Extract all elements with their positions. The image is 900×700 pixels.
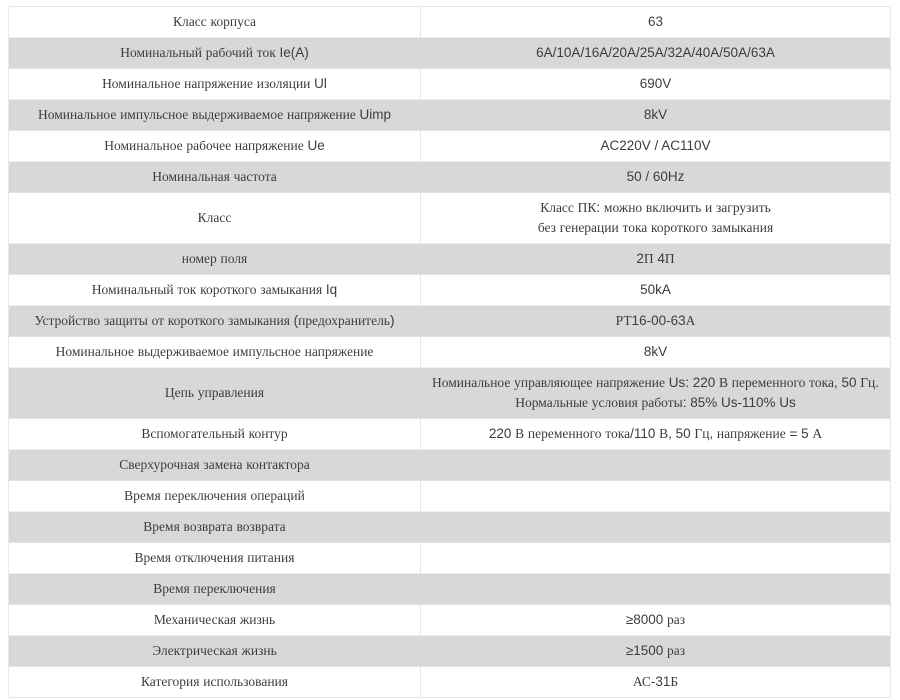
param-cell: Номинальная частота: [9, 162, 421, 193]
param-cell: Класс корпуса: [9, 7, 421, 38]
table-row: [9, 38, 890, 69]
table-row: [9, 512, 890, 543]
value-line: 8kV: [643, 344, 668, 359]
value-line: ≥1500 раз: [625, 643, 686, 658]
param-cell: номер поля: [9, 244, 421, 275]
value-line: 50kA: [640, 282, 671, 297]
value-line: 220 В переменного тока/110 В, 50 Гц, напряжение = 5 А: [488, 426, 823, 441]
table-row: [9, 193, 890, 244]
value-cell: [421, 244, 890, 275]
param-cell: Номинальный ток короткого замыкания Iq: [9, 275, 421, 306]
table-row: [9, 7, 890, 38]
value-line: 8kV: [643, 107, 668, 122]
param-cell: Номинальное напряжение изоляции Ul: [9, 69, 421, 100]
table-row: [9, 69, 890, 100]
table-row: [9, 636, 890, 667]
value-line: 63: [647, 14, 664, 29]
spec-table: [8, 6, 891, 698]
value-line: AC220V / AC110V: [600, 138, 711, 153]
value-line: 6A/10A/16A/20A/25A/32A/40A/50A/63A: [536, 45, 775, 60]
value-line: Номинальное управляющее напряжение Us: 220 В переменного тока, 50 Гц.: [431, 375, 880, 390]
param-cell: Время возврата возврата: [9, 512, 421, 543]
value-cell: [421, 368, 890, 419]
param-cell: Электрическая жизнь: [9, 636, 421, 667]
value-cell: [421, 574, 890, 605]
param-cell: Устройство защиты от короткого замыкания (предохранитель): [9, 306, 421, 337]
param-cell: Номинальное импульсное выдерживаемое напряжение Uimp: [9, 100, 421, 131]
param-cell: Номинальное выдерживаемое импульсное напряжение: [9, 337, 421, 368]
table-row: [9, 131, 890, 162]
value-cell: [421, 69, 890, 100]
table-row: [9, 162, 890, 193]
param-cell: Номинальное рабочее напряжение Ue: [9, 131, 421, 162]
value-line: без генерации тока короткого замыкания: [537, 220, 774, 235]
value-cell: [421, 100, 890, 131]
param-cell: Время переключения: [9, 574, 421, 605]
table-row: [9, 450, 890, 481]
param-cell: Класс: [9, 193, 421, 244]
value-line: Нормальные условия работы: 85% Us-110% Us: [515, 395, 796, 410]
value-cell: [421, 306, 890, 337]
table-row: [9, 574, 890, 605]
value-cell: [421, 512, 890, 543]
value-line: 50 / 60Hz: [626, 169, 685, 184]
table-row: [9, 244, 890, 275]
table-row: [9, 481, 890, 512]
value-cell: [421, 419, 890, 450]
value-cell: [421, 450, 890, 481]
table-row: [9, 605, 890, 636]
spec-table-container: [8, 6, 891, 698]
table-row: [9, 306, 890, 337]
value-line: 2П 4П: [636, 251, 675, 266]
param-cell: Время отключения питания: [9, 543, 421, 574]
value-line: 690V: [639, 76, 672, 91]
value-cell: [421, 667, 890, 697]
value-cell: [421, 7, 890, 38]
table-row: [9, 337, 890, 368]
value-cell: [421, 543, 890, 574]
value-cell: [421, 481, 890, 512]
param-cell: Цепь управления: [9, 368, 421, 419]
value-cell: [421, 131, 890, 162]
value-line: Класс ПК: можно включить и загрузить: [540, 200, 771, 215]
value-cell: [421, 38, 890, 69]
table-row: [9, 543, 890, 574]
value-cell: [421, 605, 890, 636]
value-cell: [421, 337, 890, 368]
param-cell: Вспомогательный контур: [9, 419, 421, 450]
table-row: [9, 419, 890, 450]
value-cell: [421, 162, 890, 193]
param-cell: Категория использования: [9, 667, 421, 697]
param-cell: Сверхурочная замена контактора: [9, 450, 421, 481]
table-row: [9, 275, 890, 306]
param-cell: Механическая жизнь: [9, 605, 421, 636]
param-cell: Время переключения операций: [9, 481, 421, 512]
value-cell: [421, 193, 890, 244]
param-cell: Номинальный рабочий ток Ie(A): [9, 38, 421, 69]
table-row: [9, 667, 890, 697]
value-line: АС-31Б: [632, 674, 679, 689]
value-line: РТ16-00-63А: [615, 313, 696, 328]
table-row: [9, 100, 890, 131]
value-cell: [421, 275, 890, 306]
value-line: ≥8000 раз: [625, 612, 686, 627]
table-row: [9, 368, 890, 419]
value-cell: [421, 636, 890, 667]
